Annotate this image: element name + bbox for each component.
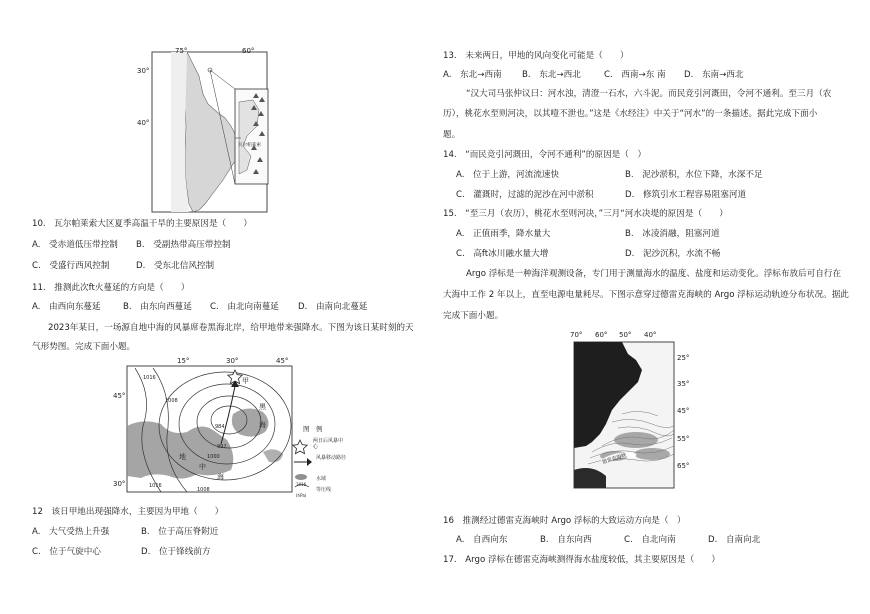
q10-option-a: A. 受赤道低压带控制	[32, 240, 118, 250]
legend-arrow-label: 风暴移动路径	[316, 455, 347, 461]
isobar-label-1016-bottom: 1016	[149, 483, 162, 489]
q12-option-b: B. 位于高压脊附近	[141, 527, 219, 537]
q14-option-b: B. 泥沙淤积，水位下降，水深不足	[625, 170, 763, 180]
map3-lat-25: 25°	[677, 354, 690, 362]
isobar-label-1000: 1000	[207, 454, 220, 460]
q10-option-b: B. 受副热带高压带控制	[136, 240, 231, 250]
q10-option-c: C. 受盛行西风控制	[32, 261, 110, 271]
map-chile-valparaiso	[135, 46, 270, 214]
sea-label-hei: 黑	[259, 403, 266, 411]
map3-lon-50: 50°	[619, 331, 632, 339]
map2-lon-15: 15°	[177, 357, 190, 365]
sea-label-hai: 海	[259, 421, 266, 429]
map1-lat-30: 30°	[137, 67, 150, 75]
map3-lon-40: 40°	[644, 331, 657, 339]
map3-lat-35: 35°	[677, 380, 690, 388]
q11-option-a: A. 由西向东蔓延	[32, 302, 101, 312]
q12-option-d: D. 位于锋线前方	[141, 547, 211, 557]
sea-label-zhong: 中	[199, 463, 206, 471]
passage3-line2: 历），桃花水至则河决，以其噎不泄也。”这是《水经注》中关于“河水”的一条描述。据此完成下面小	[443, 109, 818, 119]
q14-stem: 14. “而民竞引河溉田，令河不通利”的原因是（ ）	[443, 150, 647, 160]
passage3-line3: 题。	[443, 130, 461, 140]
q16-option-b: B. 自东向西	[540, 535, 592, 545]
passage4-line2: 大海中工作 2 年以上，直至电源电量耗尽。下图示意穿过德雷克海峡的 Argo 浮标运动轨迹分布状况。据此	[443, 290, 849, 300]
q13-option-d: D. 东南→西北	[684, 70, 744, 80]
q14-option-d: D. 修筑引水工程容易阻塞河道	[625, 190, 747, 200]
q16-option-c: C. 自北向南	[624, 535, 676, 545]
q15-stem: 15. “至三月（农历），桃花水至则河决，”三月“河水决堤的原因是（ ）	[443, 209, 728, 219]
q15-option-a: A. 正值雨季，降水量大	[456, 229, 551, 239]
passage2-line2: 气形势图。完成下面小题。	[32, 342, 136, 352]
isobar-label-992: 992	[217, 444, 227, 450]
map2-lon-30: 30°	[226, 357, 239, 365]
isobar-label-1008-top: 1008	[165, 398, 178, 404]
sea-label-di: 地	[179, 453, 186, 461]
q11-stem: 11. 推测此次ft火蔓延的方向是（ ）	[32, 283, 190, 293]
q15-option-b: B. 冰凌消融，阻塞河道	[625, 229, 720, 239]
map2-lat-30: 30°	[113, 480, 126, 488]
legend-title: 图 例	[303, 425, 323, 433]
strait-label: 德雷克海峡	[601, 452, 628, 466]
q17-stem: 17. Argo 浮标在德雷克海峡测得海水盐度较低，其主要原因是（ ）	[443, 555, 720, 565]
legend-star-label: 两日后风暴中心	[313, 438, 344, 450]
map1-lon-75: 75°	[175, 47, 188, 55]
q12-stem: 12 该日甲地出现强降水，主要因为甲地（ ）	[32, 507, 224, 517]
q13-stem: 13. 未来两日，甲地的风向变化可能是（ ）	[443, 51, 629, 61]
q13-option-c: C. 西南→东 南	[604, 70, 666, 80]
map3-lat-55: 55°	[677, 435, 690, 443]
q15-option-c: C. 高ft冰川融水量大增	[456, 249, 549, 259]
q14-option-a: A. 位于上游，河流流速快	[456, 170, 559, 180]
map-drake-argo	[562, 330, 692, 490]
map2-lon-45: 45°	[276, 357, 289, 365]
map3-lon-70: 70°	[570, 331, 583, 339]
q10-stem: 10. 瓦尔帕莱索大区夏季高温干旱的主要原因是（ ）	[32, 219, 252, 229]
sea-label-hai2: 海	[217, 473, 224, 481]
passage2-line1: 2023年某日，一场源自地中海的风暴席卷黑海北岸，给甲地带来强降水。下图为该日某时刻的天	[48, 323, 414, 333]
legend-water-label: 水域	[316, 476, 327, 482]
map3-lat-65: 65°	[677, 462, 690, 470]
map1-lat-40: 40°	[137, 119, 150, 127]
q16-option-d: D. 自南向北	[708, 535, 761, 545]
passage4-line1: Argo 浮标是一种海洋观测设备，专门用于测量海水的温度、盐度和运动变化。浮标布放后可自行在	[466, 269, 842, 279]
q11-option-b: B. 由东向西蔓延	[123, 302, 192, 312]
isobar-label-984: 984	[215, 424, 225, 430]
map1-inset-label: 瓦尔帕莱索	[238, 143, 261, 148]
map1-lon-60: 60°	[242, 47, 255, 55]
map2-lat-45: 45°	[113, 392, 126, 400]
q16-option-a: A. 自西向东	[456, 535, 508, 545]
q13-option-a: A. 东北→西南	[443, 70, 502, 80]
q14-option-c: C. 灌溉时，过滤的泥沙在河中淤积	[456, 190, 594, 200]
place-jia: 甲	[242, 377, 249, 385]
legend-isobar-unit: (hPa)	[296, 493, 307, 498]
map3-lon-60: 60°	[595, 331, 608, 339]
q11-option-c: C. 由北向南蔓延	[210, 302, 279, 312]
map-drake-svg	[562, 330, 692, 490]
q10-option-d: D. 受东北信风控制	[136, 261, 215, 271]
q12-option-c: C. 位于气旋中心	[32, 547, 101, 557]
passage3-line1: “汉大司马张仲议曰：河水浊，清澄一石水，六斗泥。而民竞引河溉田，令河不通利。至三月（农	[466, 89, 832, 99]
legend-isobar-value: 1016	[296, 482, 307, 487]
isobar-label-1008-bottom: 1008	[197, 487, 210, 493]
q11-option-d: D. 由南向北蔓延	[298, 302, 368, 312]
passage4-line3: 完成下面小题。	[443, 311, 504, 321]
map-weather-situation	[113, 356, 353, 502]
q13-option-b: B. 东北→西北	[522, 70, 581, 80]
isobar-label-1016-top: 1016	[143, 375, 156, 381]
legend-isobar-label: 等压线	[316, 487, 332, 493]
q12-option-a: A. 大气受热上升强	[32, 527, 110, 537]
q15-option-d: D. 泥沙沉积，水流不畅	[625, 249, 721, 259]
map-chile-svg	[135, 46, 270, 214]
q16-stem: 16 推测经过德雷克海峡时 Argo 浮标的大致运动方向是（ ）	[443, 516, 686, 526]
map3-lat-45: 45°	[677, 407, 690, 415]
